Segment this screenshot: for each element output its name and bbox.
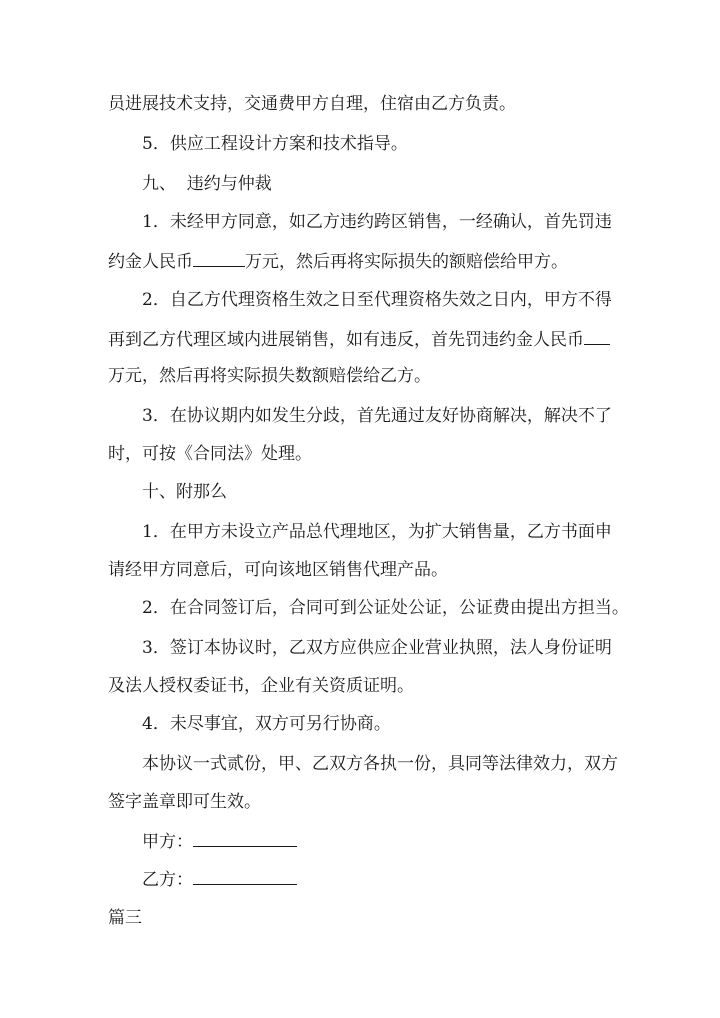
paragraph-line: 4．未尽事宜，双方可另行协商。 bbox=[142, 714, 391, 734]
text-fragment: 万元，然后再将实际损失的额赔偿给甲方。 bbox=[245, 252, 568, 272]
section-heading: 九、 违约与仲裁 bbox=[142, 174, 272, 194]
paragraph-line: 及法人授权委证书，企业有关资质证明。 bbox=[108, 676, 414, 696]
paragraph-line bbox=[108, 327, 610, 351]
paragraph-line: 万元，然后再将实际损失数额赔偿给乙方。 bbox=[108, 366, 431, 386]
section-title: 篇三 bbox=[108, 908, 142, 928]
paragraph-line: 5．供应工程设计方案和技术指导。 bbox=[142, 134, 408, 154]
paragraph-line: 员进展技术支持，交通费甲方自理，住宿由乙方负责。 bbox=[108, 94, 516, 114]
signature-label: 甲方： bbox=[142, 832, 193, 852]
signature-label: 乙方： bbox=[142, 870, 193, 890]
text-fragment: 再到乙方代理区域内进展销售，如有违反，首先罚违约金人民币 bbox=[108, 330, 584, 350]
paragraph-line: 1．未经甲方同意，如乙方违约跨区销售，一经确认，首先罚违 bbox=[142, 212, 612, 232]
signature-line-party-b bbox=[142, 867, 297, 891]
signature-blank bbox=[193, 829, 297, 847]
paragraph-line: 2．在合同签订后，合同可到公证处公证，公证费由提出方担当。 bbox=[142, 598, 629, 618]
signature-line-party-a bbox=[142, 829, 297, 853]
text-fragment: 约金人民币 bbox=[108, 252, 193, 272]
section-heading: 十、附那么 bbox=[142, 482, 227, 502]
fill-in-blank bbox=[193, 249, 245, 267]
paragraph-line: 签字盖章即可生效。 bbox=[108, 792, 261, 812]
paragraph-line: 时，可按《合同法》处理。 bbox=[108, 444, 312, 464]
paragraph-line: 本协议一式贰份，甲、乙双方各执一份，具同等法律效力，双方 bbox=[142, 754, 618, 774]
paragraph-line: 3．签订本协议时，乙双方应供应企业营业执照，法人身份证明 bbox=[142, 638, 612, 658]
fill-in-blank bbox=[584, 327, 610, 345]
paragraph-line: 1．在甲方未设立产品总代理地区，为扩大销售量，乙方书面申 bbox=[142, 522, 612, 542]
paragraph-line bbox=[108, 249, 568, 273]
paragraph-line: 3．在协议期内如发生分歧，首先通过友好协商解决，解决不了 bbox=[142, 406, 612, 426]
signature-blank bbox=[193, 867, 297, 885]
paragraph-line: 2．自乙方代理资格生效之日至代理资格失效之日内，甲方不得 bbox=[142, 290, 612, 310]
paragraph-line: 请经甲方同意后，可向该地区销售代理产品。 bbox=[108, 560, 448, 580]
